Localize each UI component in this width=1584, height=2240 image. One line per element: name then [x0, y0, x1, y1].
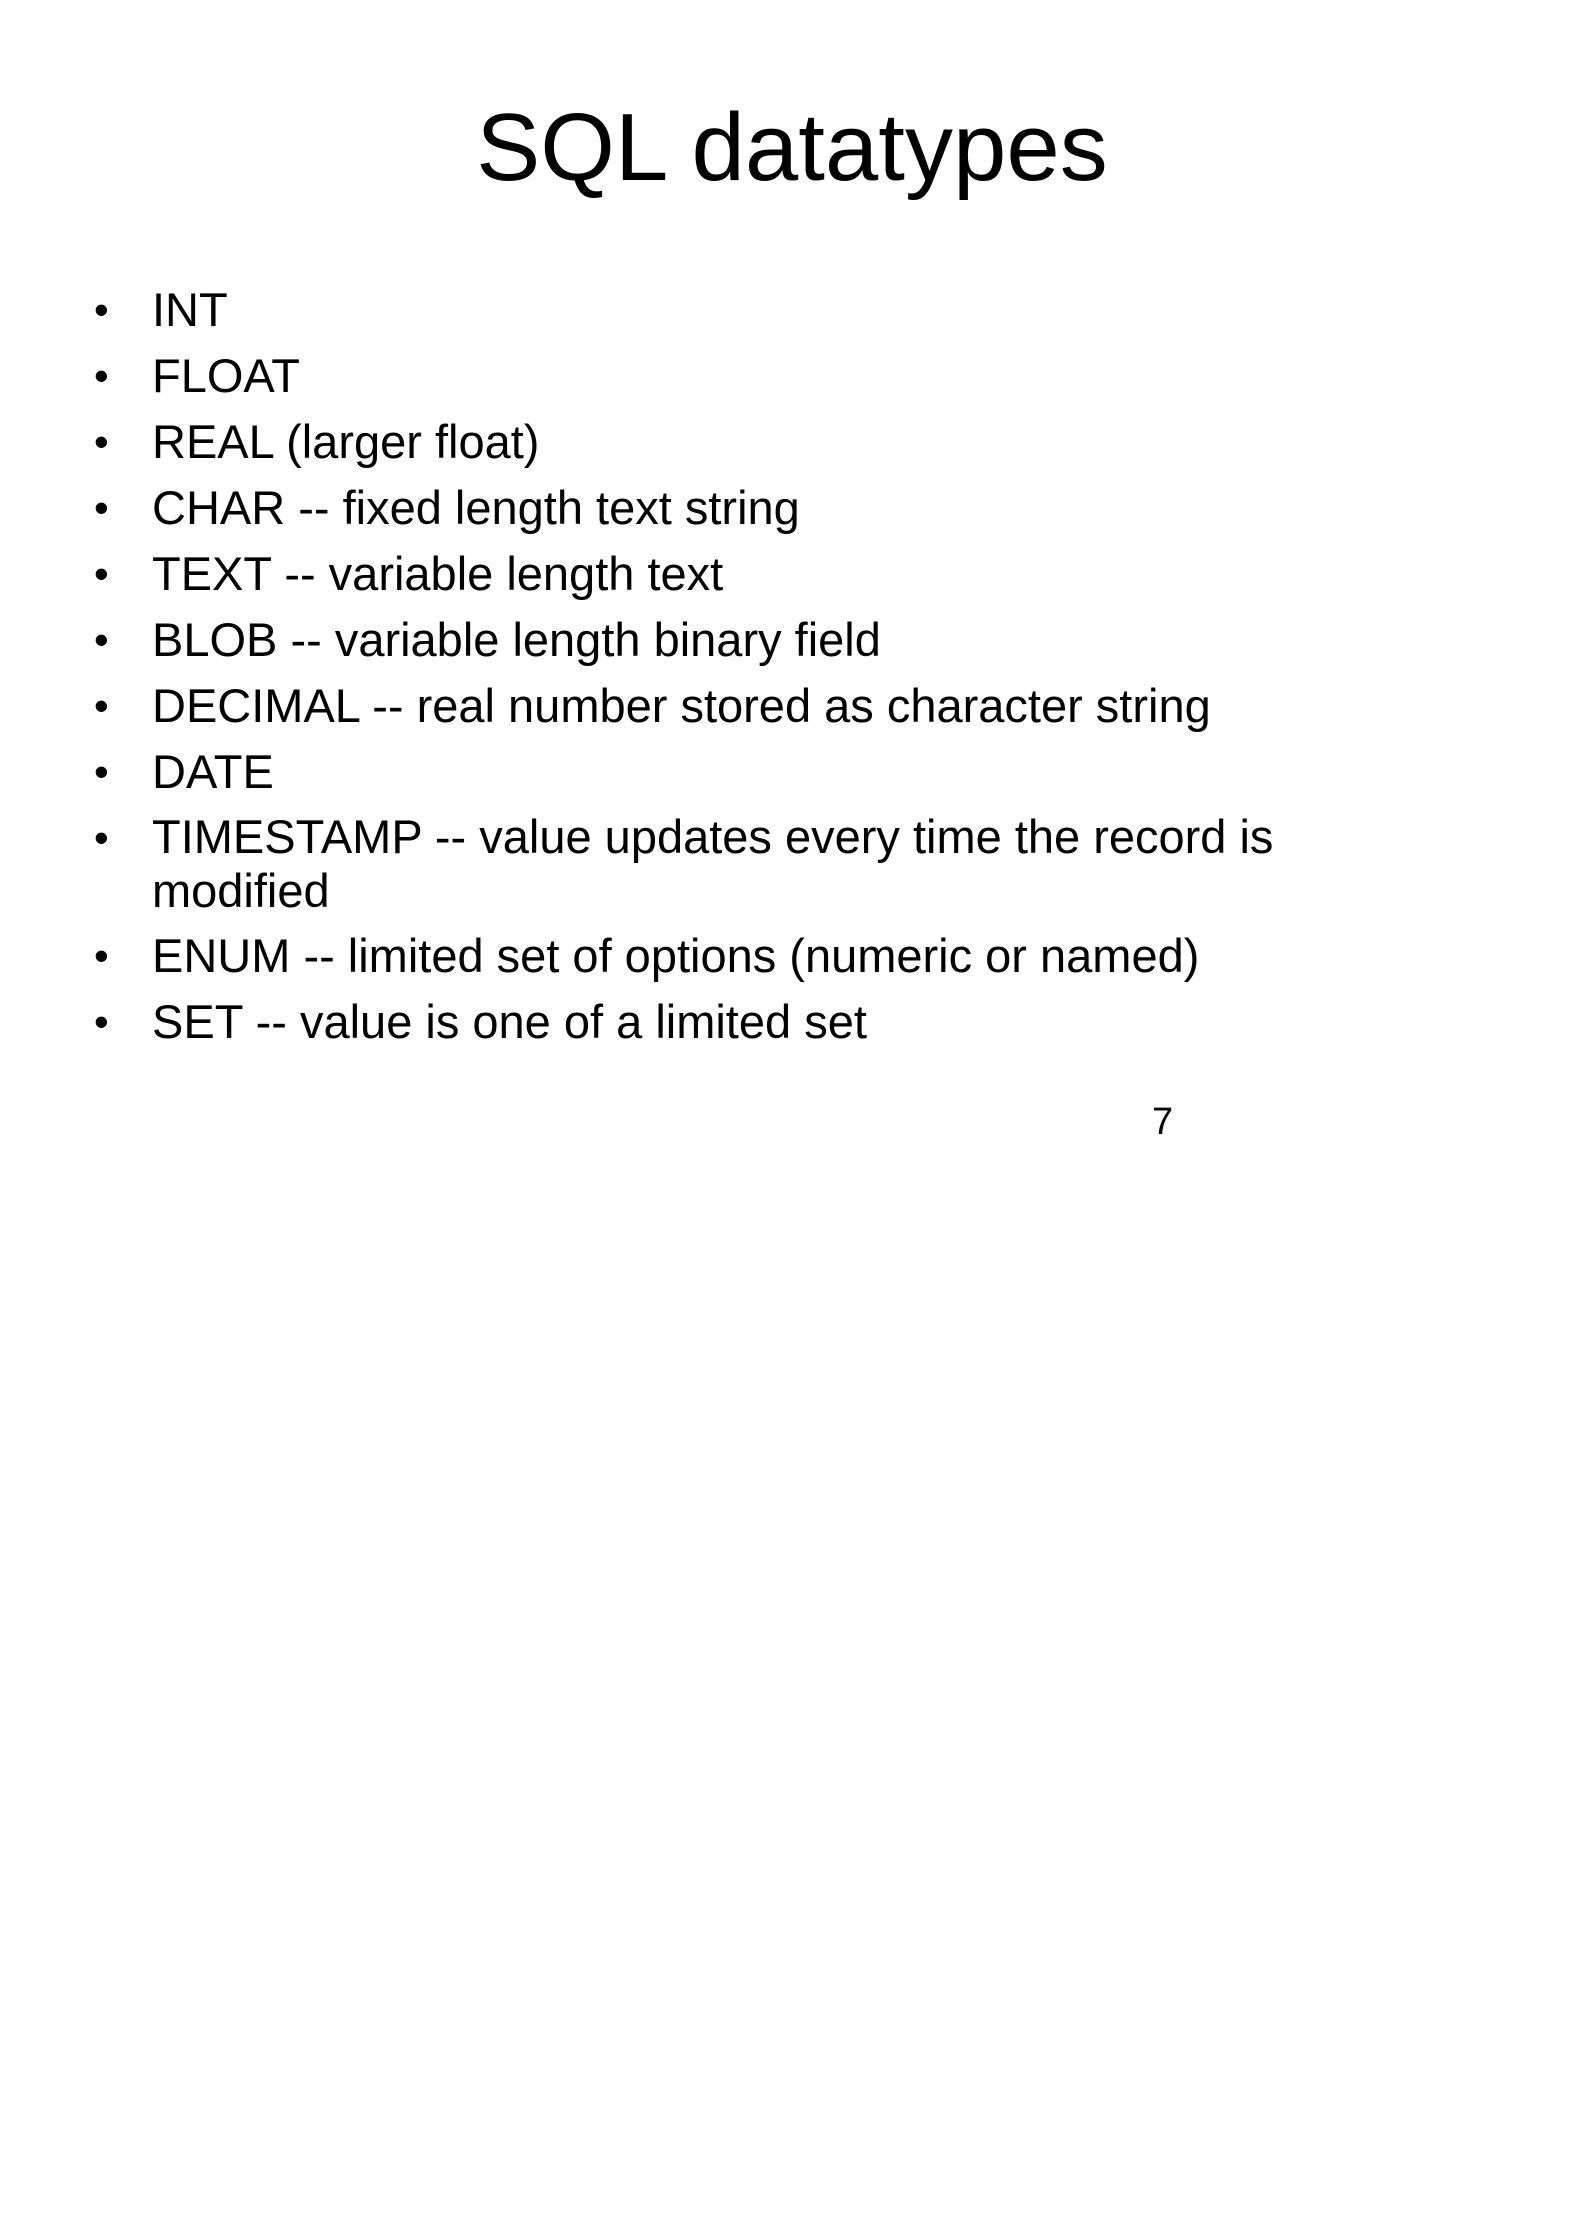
- list-item: [94, 612, 1394, 668]
- list-item: [94, 282, 1394, 338]
- list-item-text: SET -- value is one of a limited set: [152, 995, 867, 1048]
- list-item: [94, 414, 1394, 470]
- bullet-icon: •: [94, 682, 109, 729]
- bullet-icon: •: [94, 352, 109, 399]
- page-number: 7: [1152, 1101, 1174, 1143]
- bullet-icon: •: [94, 814, 109, 861]
- list-item-text: BLOB -- variable length binary field: [152, 613, 881, 666]
- list-item: [94, 348, 1394, 404]
- list-item: [94, 744, 1394, 800]
- list-item-text: DECIMAL -- real number stored as character string: [152, 679, 1211, 732]
- slide-title: SQL datatypes: [476, 94, 1108, 201]
- bullet-icon: •: [94, 550, 109, 597]
- bullet-icon: •: [94, 748, 109, 795]
- list-item-text: ENUM -- limited set of options (numeric or named): [152, 929, 1200, 982]
- bullet-icon: •: [94, 998, 109, 1045]
- list-item-text: REAL (larger float): [152, 415, 540, 468]
- datatype-list: [94, 282, 1394, 1060]
- bullet-icon: •: [94, 286, 109, 333]
- bullet-icon: •: [94, 932, 109, 979]
- bullet-icon: •: [94, 418, 109, 465]
- list-item: [94, 678, 1394, 734]
- bullet-icon: •: [94, 484, 109, 531]
- list-item-text: CHAR -- fixed length text string: [152, 481, 800, 534]
- list-item-text: DATE: [152, 745, 274, 798]
- list-item: [94, 480, 1394, 536]
- bullet-icon: •: [94, 616, 109, 663]
- list-item: [94, 928, 1394, 984]
- list-item-text: TEXT -- variable length text: [152, 547, 724, 600]
- list-item: [94, 994, 1394, 1050]
- list-item-text: INT: [152, 283, 228, 336]
- list-item-text: FLOAT: [152, 349, 300, 402]
- list-item: [94, 810, 1394, 918]
- list-item-text: TIMESTAMP -- value updates every time the record is modified: [152, 810, 1274, 917]
- list-item: [94, 546, 1394, 602]
